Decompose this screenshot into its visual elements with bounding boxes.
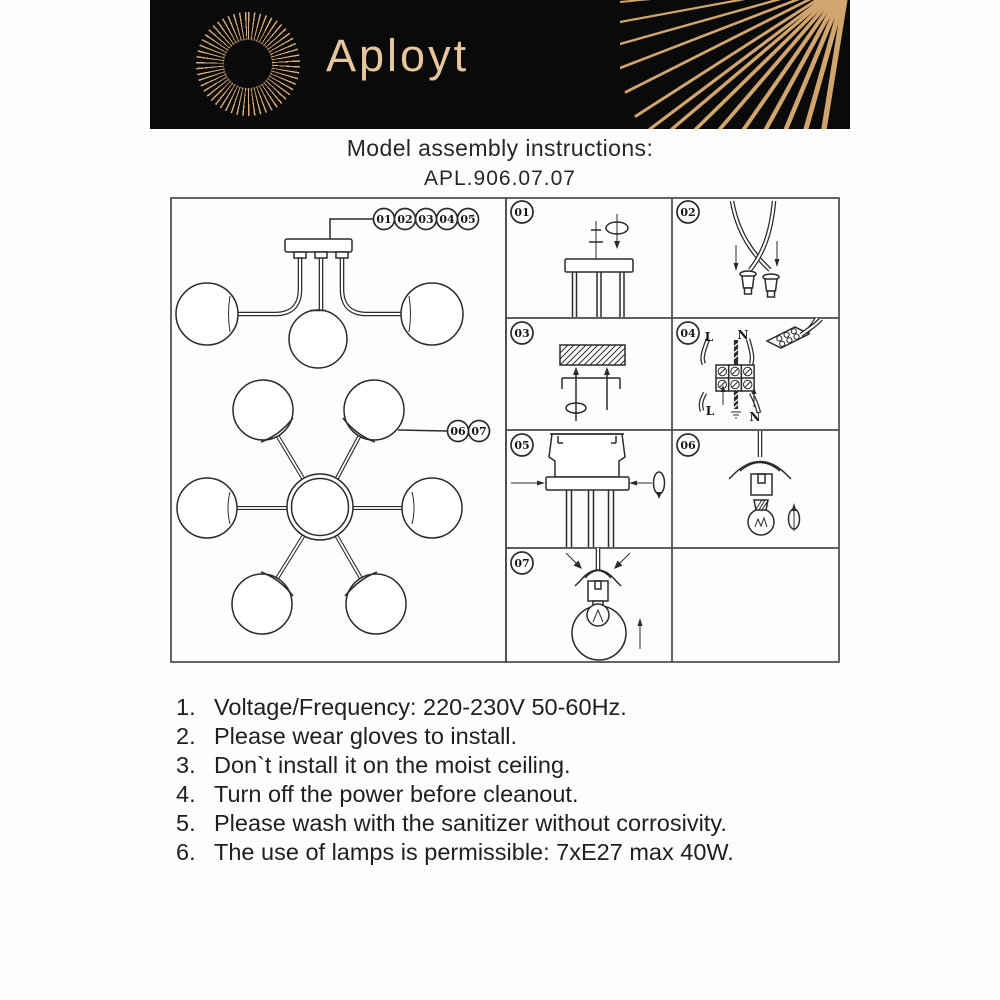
- item-number: 2.: [176, 723, 196, 749]
- item-number: 4.: [176, 781, 196, 807]
- item-text: The use of lamps is permissible: 7xE27 max 40W.: [214, 839, 734, 865]
- list-item: [176, 693, 734, 722]
- step-badge-04: 04: [680, 327, 696, 340]
- wire-label-l-bottom: L: [705, 404, 715, 418]
- step-badge-01: 01: [514, 206, 530, 219]
- brand-banner: [150, 0, 850, 129]
- corner-rays-icon: [620, 0, 850, 129]
- item-text: Turn off the power before cleanout.: [214, 781, 579, 807]
- list-item: [176, 780, 734, 809]
- callout-row-top: [330, 209, 479, 240]
- brand-name: Aployt: [326, 30, 470, 81]
- step-cell-05: [511, 434, 665, 547]
- page-title: Model assembly instructions:: [346, 135, 654, 161]
- step-cell-01: [511, 201, 633, 317]
- item-text: Don`t install it on the moist ceiling.: [214, 752, 571, 778]
- callout-03: 03: [418, 213, 434, 226]
- callout-04: 04: [439, 213, 455, 226]
- item-text: Voltage/Frequency: 220-230V 50-60Hz.: [214, 694, 627, 720]
- callout-02: 02: [397, 213, 413, 226]
- step-badge-07: 07: [514, 557, 530, 570]
- wire-label-l-top: L: [704, 330, 714, 344]
- item-text: Please wear gloves to install.: [214, 723, 518, 749]
- wire-label-n-bottom: N: [749, 410, 761, 424]
- assembly-diagram: [170, 197, 840, 663]
- top-view-drawing: [177, 380, 462, 634]
- terminal-block: [716, 365, 754, 391]
- item-number: 6.: [176, 839, 196, 865]
- step-cell-07: [511, 548, 643, 660]
- side-view-drawing: [176, 239, 463, 368]
- callout-row-bottom: [398, 421, 490, 442]
- title-block: [0, 135, 1000, 191]
- callout-05: 05: [460, 213, 476, 226]
- item-number: 1.: [176, 694, 196, 720]
- list-item: [176, 722, 734, 751]
- instructions-list: [176, 693, 734, 867]
- callout-07: 07: [471, 425, 487, 438]
- step-badge-06: 06: [680, 439, 696, 452]
- step-cell-03: [511, 322, 625, 421]
- callout-06: 06: [450, 425, 466, 438]
- step-badge-03: 03: [514, 327, 530, 340]
- ground-symbol: [731, 412, 741, 418]
- list-item: [176, 751, 734, 780]
- callout-01: 01: [376, 213, 392, 226]
- step-cell-04: [677, 318, 821, 424]
- item-text: Please wash with the sanitizer without corrosivity.: [214, 810, 727, 836]
- step-cell-02: [677, 201, 780, 297]
- sunburst-logo-icon: [196, 12, 300, 116]
- model-number: APL.906.07.07: [424, 167, 576, 190]
- item-number: 5.: [176, 810, 196, 836]
- list-item: [176, 838, 734, 867]
- step-cell-06: [677, 431, 800, 535]
- wire-label-n-top: N: [737, 328, 749, 342]
- item-number: 3.: [176, 752, 196, 778]
- step-badge-05: 05: [514, 439, 530, 452]
- step-badge-02: 02: [680, 206, 696, 219]
- list-item: [176, 809, 734, 838]
